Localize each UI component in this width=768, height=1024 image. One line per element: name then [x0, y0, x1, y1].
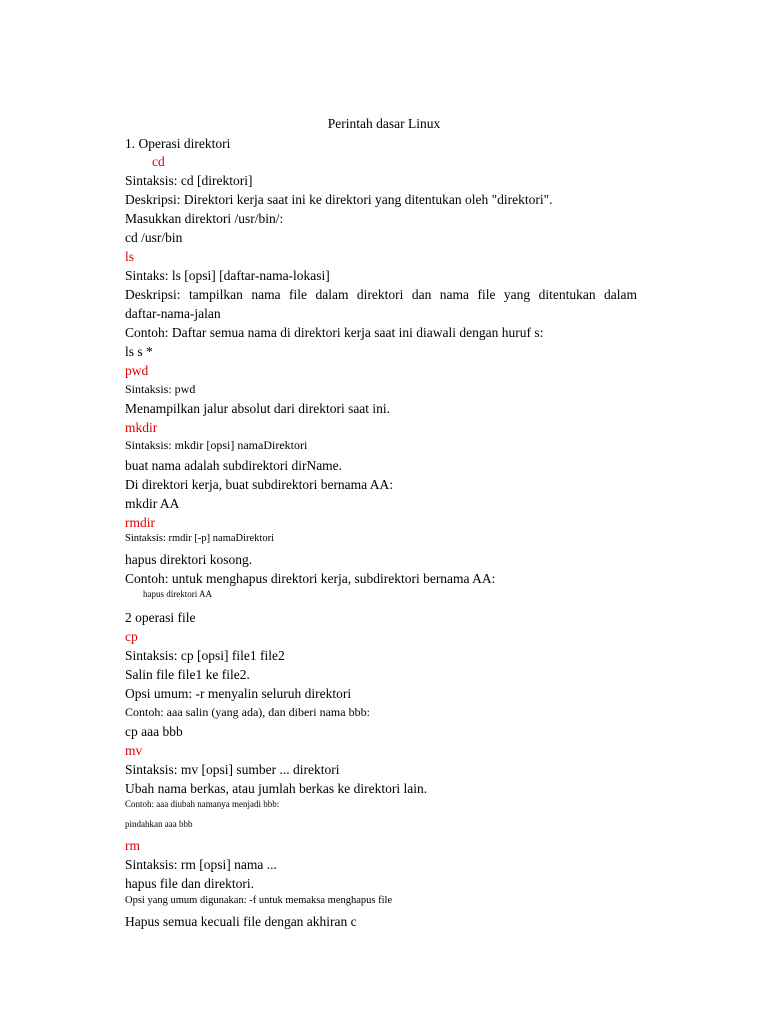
- rm-syntax: Sintaksis: rm [opsi] nama ...: [125, 857, 277, 872]
- cp-syntax: Sintaksis: cp [opsi] file1 file2: [125, 648, 285, 663]
- rm-description: hapus file dan direktori.: [125, 876, 254, 891]
- command-name-rm: rm: [125, 838, 140, 853]
- rmdir-example-intro: Contoh: untuk menghapus direktori kerja, subdirektori bernama AA:: [125, 571, 496, 586]
- command-name-pwd: pwd: [125, 363, 149, 378]
- cp-option: Opsi umum: -r menyalin seluruh direktori: [125, 686, 352, 701]
- mkdir-syntax: Sintaksis: mkdir [opsi] namaDirektori: [125, 438, 308, 452]
- mkdir-example-command: mkdir AA: [125, 496, 180, 511]
- cp-example-command: cp aaa bbb: [125, 724, 183, 739]
- rmdir-example-command: hapus direktori AA: [143, 589, 212, 599]
- page-title: Perintah dasar Linux: [327, 116, 441, 131]
- cd-example-command: cd /usr/bin: [125, 230, 183, 245]
- command-name-ls: ls: [125, 249, 135, 264]
- ls-syntax: Sintaks: ls [opsi] [daftar-nama-lokasi]: [125, 268, 330, 283]
- mv-example-command: pindahkan aaa bbb: [125, 819, 193, 829]
- section-heading-directory-ops: 1. Operasi direktori: [125, 136, 231, 151]
- rm-example-intro: Hapus semua kecuali file dengan akhiran c: [125, 914, 357, 929]
- ls-description-line1: Deskripsi: tampilkan nama file dalam direktori dan nama file yang ditentukan dalam: [125, 287, 637, 302]
- command-name-rmdir: rmdir: [125, 515, 155, 530]
- cd-example-intro: Masukkan direktori /usr/bin/:: [125, 211, 284, 226]
- cd-description: Deskripsi: Direktori kerja saat ini ke direktori yang ditentukan oleh "direktori".: [125, 192, 553, 207]
- cp-example-intro: Contoh: aaa salin (yang ada), dan diberi nama bbb:: [125, 705, 370, 719]
- cd-syntax: Sintaksis: cd [direktori]: [125, 173, 253, 188]
- command-name-cd: cd: [152, 154, 165, 169]
- pwd-syntax: Sintaksis: pwd: [125, 382, 196, 396]
- rm-option: Opsi yang umum digunakan: -f untuk memaksa menghapus file: [125, 895, 393, 906]
- command-name-mkdir: mkdir: [125, 420, 158, 435]
- section-heading-file-ops: 2 operasi file: [125, 610, 196, 625]
- mv-description: Ubah nama berkas, atau jumlah berkas ke direktori lain.: [125, 781, 428, 796]
- mv-syntax: Sintaksis: mv [opsi] sumber ... direktori: [125, 762, 340, 777]
- command-name-mv: mv: [125, 743, 143, 758]
- command-name-cp: cp: [125, 629, 138, 644]
- rmdir-syntax: Sintaksis: rmdir [-p] namaDirektori: [125, 533, 275, 544]
- mkdir-description: buat nama adalah subdirektori dirName.: [125, 458, 343, 473]
- mkdir-example-intro: Di direktori kerja, buat subdirektori bernama AA:: [125, 477, 394, 492]
- ls-description-line2: daftar-nama-jalan: [125, 306, 221, 321]
- mv-example-intro: Contoh: aaa diubah namanya menjadi bbb:: [125, 799, 280, 809]
- ls-example-intro: Contoh: Daftar semua nama di direktori kerja saat ini diawali dengan huruf s:: [125, 325, 544, 340]
- pwd-description: Menampilkan jalur absolut dari direktori saat ini.: [125, 401, 391, 416]
- ls-example-command: ls s *: [125, 344, 153, 359]
- rmdir-description: hapus direktori kosong.: [125, 552, 253, 567]
- cp-description: Salin file file1 ke file2.: [125, 667, 250, 682]
